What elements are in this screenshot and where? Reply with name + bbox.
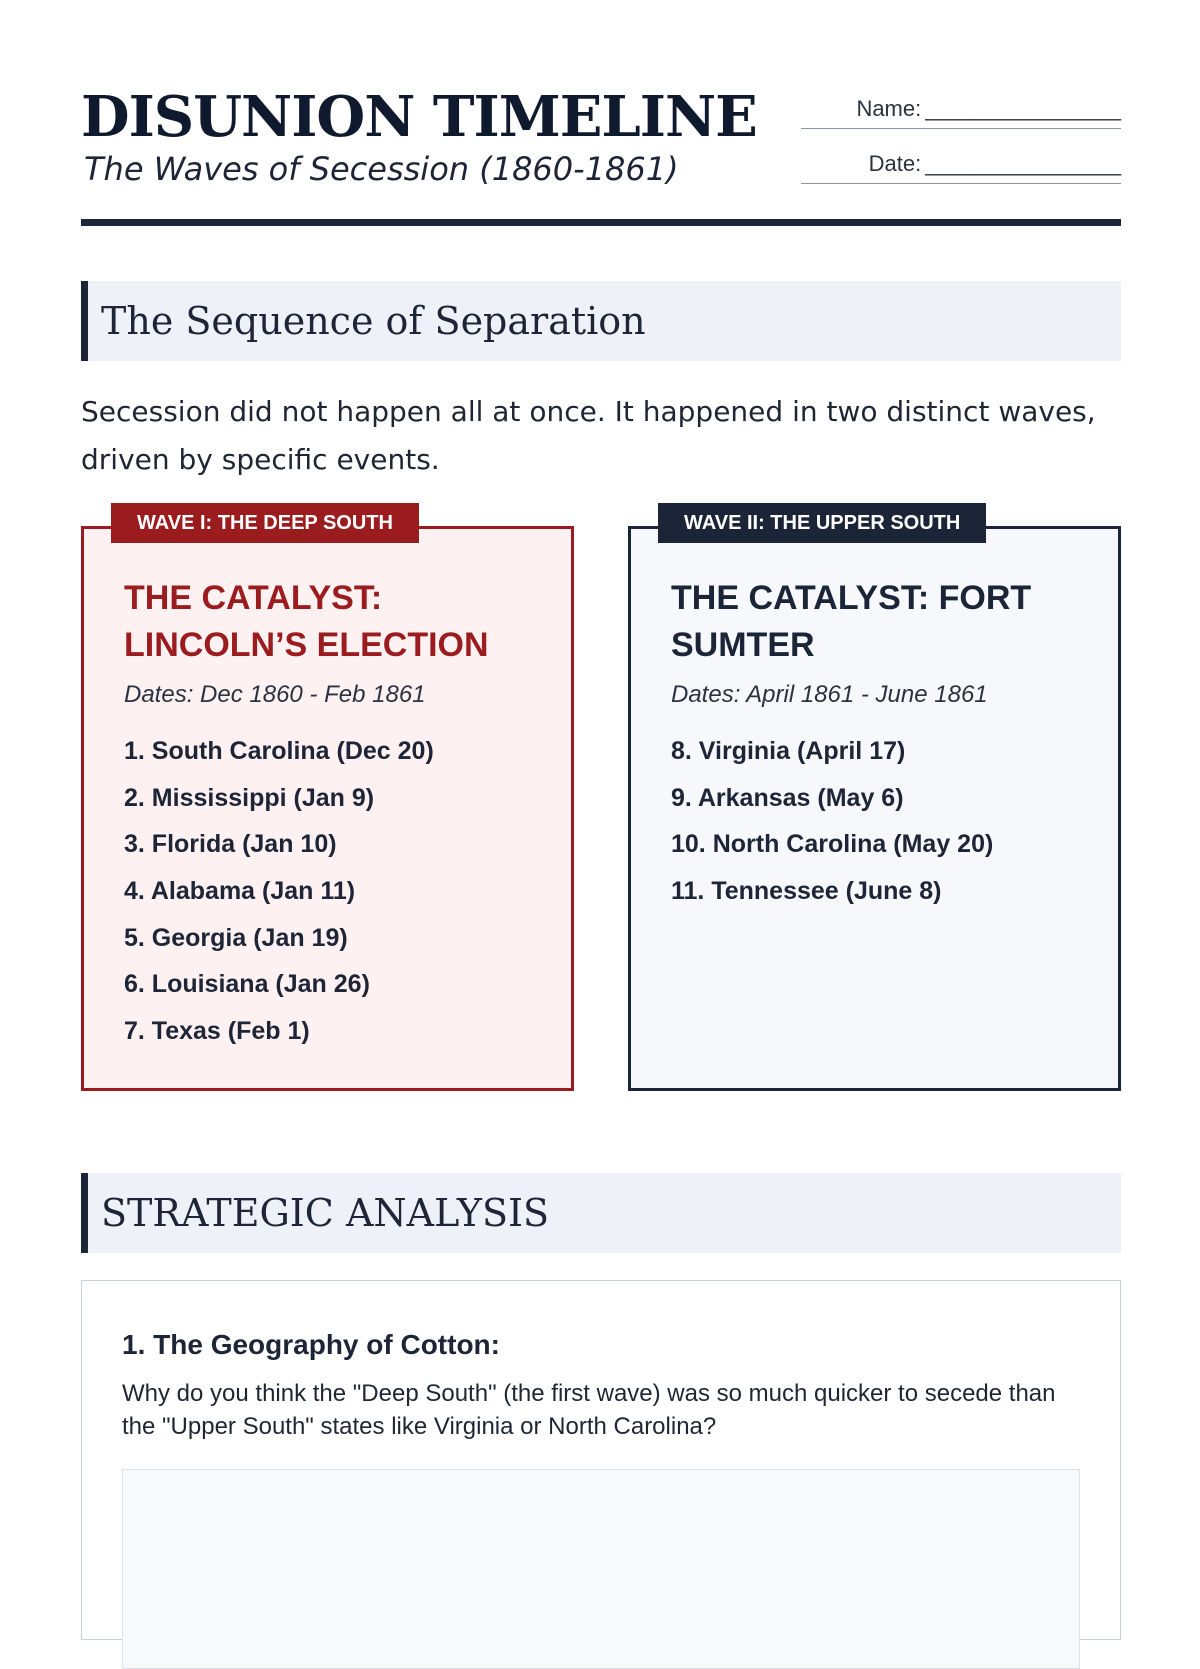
name-blank: ________________: [925, 96, 1121, 121]
date-field[interactable]: [801, 145, 1121, 184]
sequence-intro: Secession did not happen all at once. It happened in two distinct waves, driven by specific events.: [81, 395, 1096, 476]
list-item: 10. North Carolina (May 20): [671, 830, 994, 859]
wave-2-dates: Dates: April 1861 - June 1861: [671, 681, 988, 708]
header-divider: [81, 219, 1121, 226]
list-item: 11. Tennessee (June 8): [671, 877, 942, 906]
date-label: Date:: [868, 151, 922, 176]
list-item: 1. South Carolina (Dec 20): [124, 737, 434, 765]
answer-textarea[interactable]: [122, 1469, 1080, 1669]
analysis-section-header: [81, 1173, 1121, 1253]
list-item: 2. Mississippi (Jan 9): [124, 783, 375, 812]
list-item: 7. Texas (Feb 1): [124, 1017, 310, 1046]
name-label: Name:: [856, 96, 922, 121]
analysis-heading: STRATEGIC ANALYSIS: [101, 1191, 550, 1235]
wave-2-tab: WAVE II: THE UPPER SOUTH: [658, 503, 986, 543]
question-title: 1. The Geography of Cotton:: [122, 1329, 500, 1360]
wave-2-state-list: [671, 737, 993, 924]
wave-2-catalyst: THE CATALYST: FORT SUMTER: [671, 579, 1032, 664]
student-fields: [801, 90, 1121, 200]
question-text: Why do you think the "Deep South" (the first wave) was so much quicker to secede than the "Upper South" states like Virginia or North Carolina?: [122, 1380, 1056, 1440]
page-title: DISUNION TIMELINE: [81, 84, 757, 150]
name-field[interactable]: [801, 90, 1121, 129]
list-item: 6. Louisiana (Jan 26): [124, 970, 370, 999]
wave-1-dates: Dates: Dec 1860 - Feb 1861: [124, 681, 426, 708]
sequence-heading: The Sequence of Separation: [101, 299, 646, 343]
date-blank: ________________: [925, 151, 1121, 176]
wave-2-card: [628, 511, 1121, 1091]
sequence-section-header: [81, 281, 1121, 361]
wave-1-state-list: [124, 737, 434, 1064]
wave-1-card: [81, 511, 574, 1091]
list-item: 5. Georgia (Jan 19): [124, 923, 348, 952]
page-subtitle: The Waves of Secession (1860-1861): [84, 150, 679, 188]
list-item: 3. Florida (Jan 10): [124, 830, 337, 859]
question-card: [81, 1280, 1121, 1640]
list-item: 8. Virginia (April 17): [671, 737, 906, 765]
list-item: 4. Alabama (Jan 11): [124, 877, 356, 906]
wave-1-catalyst: THE CATALYST: LINCOLN’S ELECTION: [124, 579, 489, 664]
wave-1-tab: WAVE I: THE DEEP SOUTH: [111, 503, 419, 543]
list-item: 9. Arkansas (May 6): [671, 783, 904, 812]
